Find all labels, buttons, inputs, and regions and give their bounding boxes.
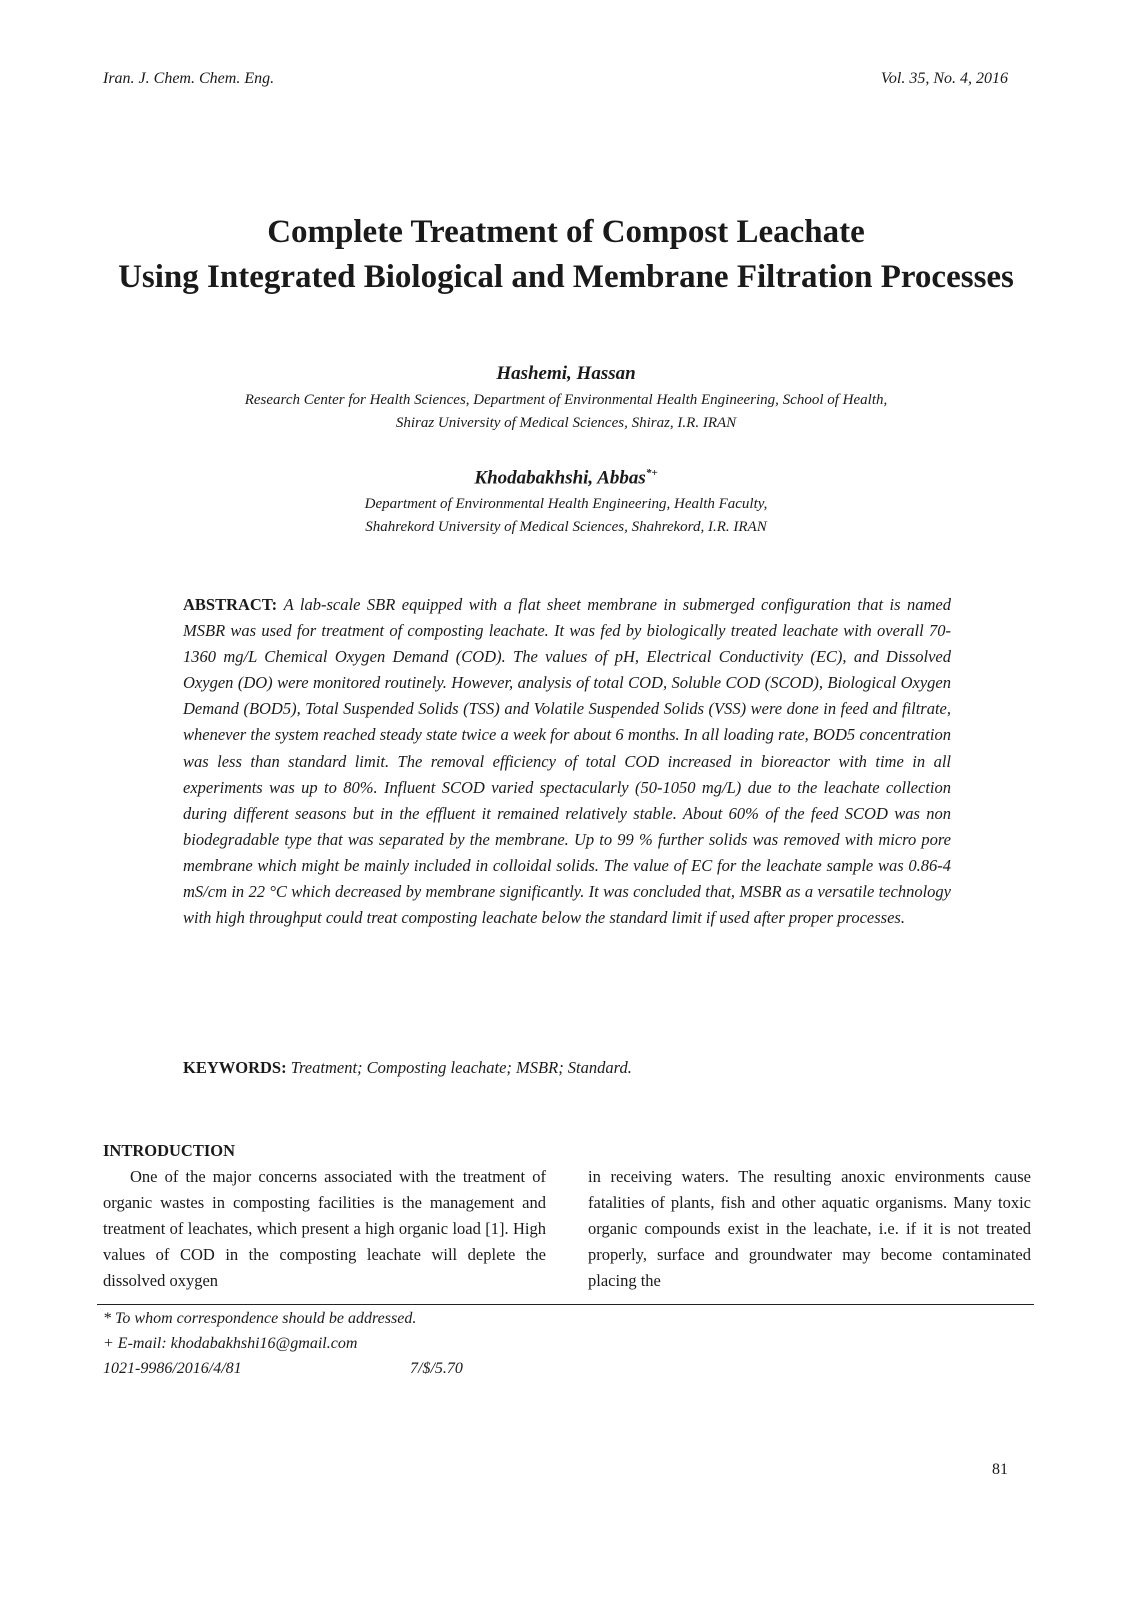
introduction-right-text: in receiving waters. The resulting anoxic environments cause fatalities of plants, fish and other aquatic organisms. Many toxic organic compounds exist in the leachate, i.e. if it is not treated properly, surface and groundwater may become contaminated placing the <box>588 1167 1031 1290</box>
volume-info: Vol. 35, No. 4, 2016 <box>880 70 1008 87</box>
introduction-right-column <box>588 1164 1031 1294</box>
footnote-issn-code: 1021-9986/2016/4/81 <box>103 1360 242 1377</box>
journal-name: Iran. J. Chem. Chem. Eng. <box>103 70 275 87</box>
introduction-left-column <box>103 1164 546 1294</box>
abstract-text: A lab-scale SBR equipped with a flat sheet membrane in submerged configuration that is named MSBR was used for treatment of composting leachate. It was fed by biologically treated leachate with overall 70-1360 mg/L Chemical Oxygen Demand (COD). The values of pH, Electrical Conductivity (EC), and Dissolved Oxygen (DO) were monitored routinely. However, analysis of total COD, Soluble COD (SCOD), Biological Oxygen Demand (BOD5), Total Suspended Solids (TSS) and Volatile Suspended Solids (VSS) were done in feed and filtrate, whenever the system reached steady state twice a week for about 6 months. In all loading rate, BOD5 concentration was less than standard limit. The removal efficiency of total COD increased in bioreactor with time in all experiments was up to 80%. Influent SCOD varied spectacularly (50-1050 mg/L) due to the leachate collection during different seasons but in the effluent it remained relatively stable. About 60% of the feed SCOD was non biodegradable type that was separated by the membrane. Up to 99 % further solids was removed with micro pore membrane which might be mainly included in colloidal solids. The value of EC for the leachate sample was 0.86-4 mS/cm in 22 °C which decreased by membrane significantly. It was concluded that, MSBR as a versatile technology with high throughput could treat composting leachate below the standard limit if used after proper processes. <box>183 595 951 928</box>
keywords <box>183 1058 632 1078</box>
abstract <box>183 592 951 931</box>
footnote-divider <box>97 1304 1034 1305</box>
footnote-correspondence: * To whom correspondence should be addressed. <box>103 1310 417 1327</box>
footnote-price-code: 7/$/5.70 <box>410 1360 463 1377</box>
paper-title-line-2: Using Integrated Biological and Membrane Filtration Processes <box>118 259 1014 295</box>
author-1-name: Hashemi, Hassan <box>496 363 636 384</box>
author-2-affiliation-line-2: Shahrekord University of Medical Sciences, Shahrekord, I.R. IRAN <box>365 519 767 535</box>
page-number: 81 <box>992 1461 1008 1478</box>
abstract-label: ABSTRACT: <box>183 595 278 614</box>
paper-title-line-1: Complete Treatment of Compost Leachate <box>267 214 865 250</box>
author-2-name-block <box>0 467 1132 489</box>
keywords-label: KEYWORDS: <box>183 1058 287 1077</box>
introduction-left-text: One of the major concerns associated with the treatment of organic wastes in composting facilities is the management and treatment of leachates, which present a high organic load [1]. High values of COD in the composting leachate will deplete the dissolved oxygen <box>103 1167 546 1290</box>
keywords-text: Treatment; Composting leachate; MSBR; Standard. <box>290 1058 632 1077</box>
author-2-affiliation-line-1: Department of Environmental Health Engineering, Health Faculty, <box>364 496 768 512</box>
author-2-name: Khodabakhshi, Abbas <box>474 467 646 489</box>
introduction-heading: INTRODUCTION <box>103 1141 236 1160</box>
footnote-email: + E-mail: khodabakhshi16@gmail.com <box>103 1335 358 1352</box>
author-2-marks: *+ <box>645 467 658 479</box>
author-1-affiliation-line-2: Shiraz University of Medical Sciences, Shiraz, I.R. IRAN <box>395 415 737 431</box>
author-1-affiliation-line-1: Research Center for Health Sciences, Department of Environmental Health Engineering, School of Health, <box>244 392 888 408</box>
